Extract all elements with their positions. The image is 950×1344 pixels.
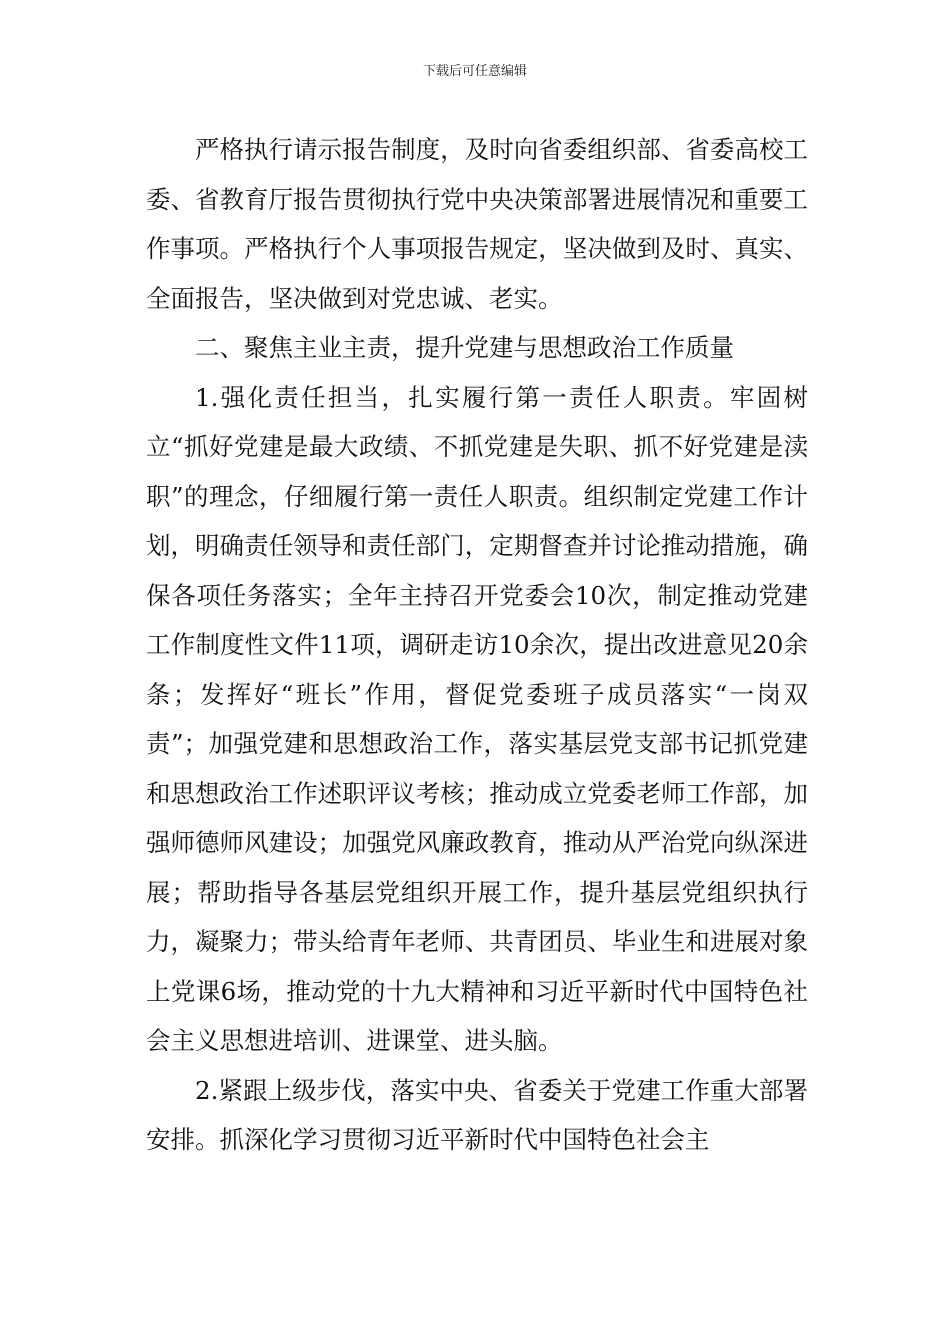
paragraph-item-2: 2.紧跟上级步伐，落实中央、省委关于党建工作重大部署安排。抓深化学习贯彻习近平新时代中国特色社会主 — [146, 1075, 808, 1154]
paragraph-item-1: 1.强化责任担当，扎实履行第一责任人职责。牢固树立“抓好党建是最大政绩、不抓党建是失职、抓不好党建是渎职”的理念，仔细履行第一责任人职责。组织制定党建工作计划，明确责任领导和责任部门，定期督查并讨论推动措施，确保各项任务落实；全年主持召开党委会10次，制定推动党建工作制度性文件11项，调研走访10余次，提出改进意见20余条；发挥好“班长”作用，督促党委班子成员落实“一岗双责”；加强党建和思想政治工作，落实基层党支部书记抓党建和思想政治工作述职评议考核；推动成立党委老师工作部，加强师德师风建设；加强党风廉政教育，推动从严治党向纵深进展；帮助指导各基层党组织开展工作，提升基层党组织执行力，凝聚力；带头给青年老师、共青团员、毕业生和进展对象上党课6场，推动党的十九大精神和习近平新时代中国特色社会主义思想进培训、进课堂、进头脑。 — [146, 382, 808, 1055]
paragraph-report-system: 严格执行请示报告制度，及时向省委组织部、省委高校工委、省教育厅报告贯彻执行党中央决策部署进展情况和重要工作事项。严格执行个人事项报告规定，坚决做到及时、真实、全面报告，坚决做到对党忠诚、老实。 — [146, 135, 808, 313]
section-heading-2: 二、聚焦主业主责，提升党建与思想政治工作质量 — [195, 333, 734, 362]
page-header: 下载后可任意编辑 — [422, 64, 527, 79]
document-body — [146, 125, 808, 1165]
